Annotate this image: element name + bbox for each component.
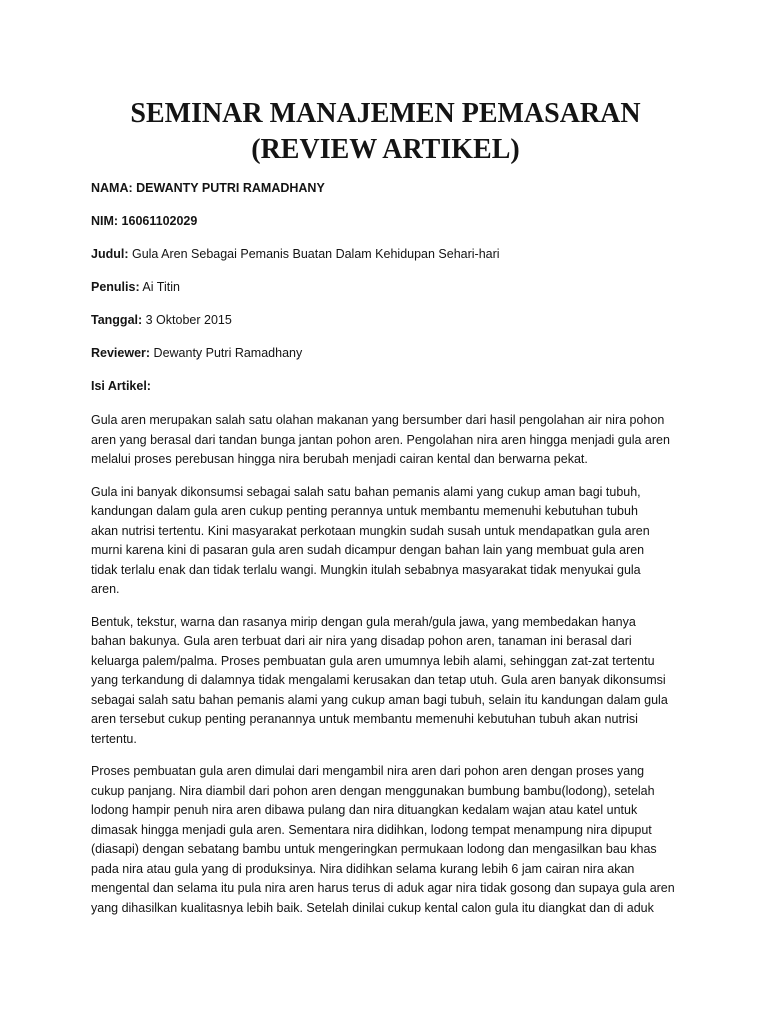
tanggal-line: [91, 312, 680, 329]
penulis-value: Ai Titin: [139, 280, 180, 294]
reviewer-label: Reviewer:: [91, 346, 151, 360]
paragraph-line: Gula aren merupakan salah satu olahan makanan yang bersumber dari hasil pengolahan air nira pohon: [91, 413, 665, 427]
isi-artikel-label: Isi Artikel:: [91, 379, 151, 393]
nama-line: NAMA: DEWANTY PUTRI RAMADHANY: [91, 181, 325, 195]
paragraph-line: tidak terlalu enak dan tidak terlalu wangi. Mungkin itulah sebabnya masyarakat tidak menyukai gula: [91, 562, 641, 577]
title-line-1: SEMINAR MANAJEMEN PEMASARAN: [130, 98, 641, 129]
paragraph-line: keluarga palem/palma. Proses pembuatan gula aren umumnya lebih alami, sehinggan zat-zat tertentu: [91, 653, 655, 668]
paragraph-line: murni karena kini di pasaran gula aren sudah dicampur dengan bahan lain yang membuat gula aren: [91, 543, 645, 557]
body-paragraph: [91, 762, 680, 918]
body-paragraph: [91, 411, 680, 470]
body-paragraph: [91, 613, 680, 750]
document-title: [91, 96, 680, 168]
paragraph-line: Bentuk, tekstur, warna dan rasanya mirip dengan gula merah/gula jawa, yang membedakan hanya: [91, 614, 636, 629]
paragraph-line: melalui proses perebusan hingga nira berubah menjadi cairan kental dan berwarna pekat.: [91, 452, 588, 466]
reviewer-line: [91, 345, 680, 362]
penulis-label: Penulis:: [91, 280, 140, 294]
paragraph-line: dimasak hingga menjadi gula aren. Sementara nira didihkan, lodong tempat menampung nira dipuput: [91, 822, 652, 837]
paragraph-line: lodong hampir penuh nira aren dibawa pulang dan nira dituangkan kedalam wajan atau katel untuk: [91, 803, 638, 817]
judul-line: [91, 246, 680, 263]
paragraph-line: pada nira atau gula yang di produksinya. Nira didihkan selama kurang lebih 6 jam cairan nira akan: [91, 861, 635, 876]
tanggal-label: Tanggal:: [91, 313, 143, 327]
body-paragraph: [91, 483, 680, 600]
article-body: [91, 411, 680, 918]
paragraph-line: cukup panjang. Nira diambil dari pohon aren dengan menggunakan bumbung bambu(lodong), setelah: [91, 783, 655, 798]
paragraph-line: aren.: [91, 582, 120, 596]
paragraph-line: sebagai salah satu bahan pemanis alami yang cukup aman bagi tubuh, selain itu kandungan dalam gula: [91, 692, 668, 707]
paragraph-line: aren yang berasal dari tandan bunga jantan pohon aren. Pengolahan nira aren hingga menjadi gula aren: [91, 432, 670, 447]
paragraph-line: Proses pembuatan gula aren dimulai dari mengambil nira aren dari pohon aren dengan proses yang: [91, 764, 645, 778]
reviewer-value: Dewanty Putri Ramadhany: [150, 346, 303, 360]
title-line-2: (REVIEW ARTIKEL): [251, 134, 520, 165]
judul-label: Judul:: [91, 247, 129, 261]
nim-line: NIM: 16061102029: [91, 214, 198, 228]
paragraph-line: akan nutrisi tertentu. Kini masyarakat perkotaan mungkin sudah susah untuk mendapatkan gula aren: [91, 523, 650, 538]
tanggal-value: 3 Oktober 2015: [142, 313, 232, 327]
paragraph-line: (diasapi) dengan sebatang bambu untuk mengeringkan permukaan lodong dan mengasilkan bau khas: [91, 842, 657, 856]
paragraph-line: bahan bakunya. Gula aren terbuat dari air nira yang disadap pohon aren, tanaman ini berasal dari: [91, 634, 632, 648]
penulis-line: [91, 279, 680, 296]
paragraph-line: yang terkandung di dalamnya tidak mengalami kerusakan dan tetap utuh. Gula aren banyak dikonsumsi: [91, 673, 666, 687]
judul-value: Gula Aren Sebagai Pemanis Buatan Dalam Kehidupan Sehari-hari: [128, 247, 500, 261]
paragraph-line: tertentu.: [91, 731, 137, 746]
paragraph-line: yang dihasilkan kualitasnya lebih baik. Setelah dinilai cukup kental calon gula itu diangkat dan di aduk: [91, 900, 654, 915]
paragraph-line: Gula ini banyak dikonsumsi sebagai salah satu bahan pemanis alami yang cukup aman bagi tubuh,: [91, 484, 641, 499]
paragraph-line: mengental dan selama itu pula nira aren harus terus di aduk agar nira tidak gosong dan supaya gula aren: [91, 881, 675, 895]
paragraph-line: aren tersebut cukup penting peranannya untuk membantu memenuhi kebutuhan tubuh akan nutrisi: [91, 712, 638, 726]
paragraph-line: kandungan dalam gula aren cukup penting perannya untuk membantu memenuhi kebutuhan tubuh: [91, 504, 638, 518]
